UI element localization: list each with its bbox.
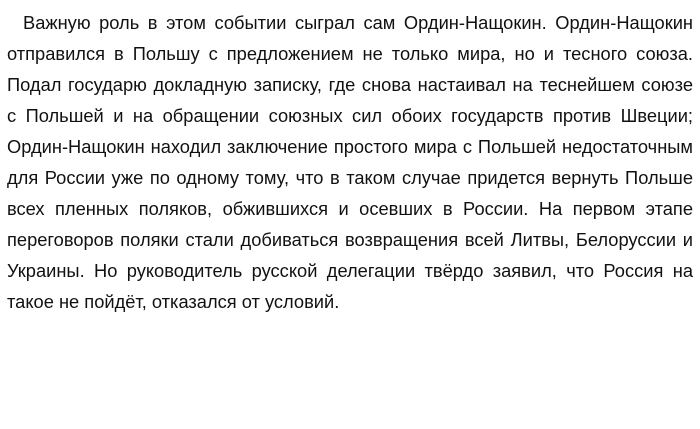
body-paragraph: Важную роль в этом событии сыграл сам Ордин-Нащокин. Ордин-Нащокин отправился в Польшу с предложением не только мира, но и тесного союза. Подал государю докладную записку, где снова настаивал на теснейшем союзе с Польшей и на обращении союзных сил обоих государств против Швеции; Ордин-Нащокин находил заключение простого мира с Польшей недостаточным для России уже по одному тому, что в таком случае придется вернуть Польше всех пленных поляков, обжившихся и осевших в России. На первом этапе переговоров поляки стали добиваться возвращения всей Литвы, Белоруссии и Украины. Но руководитель русской делегации твёрдо заявил, что Россия на такое не пойдёт, отказался от условий. bbox=[7, 12, 693, 312]
document-page bbox=[7, 7, 693, 317]
